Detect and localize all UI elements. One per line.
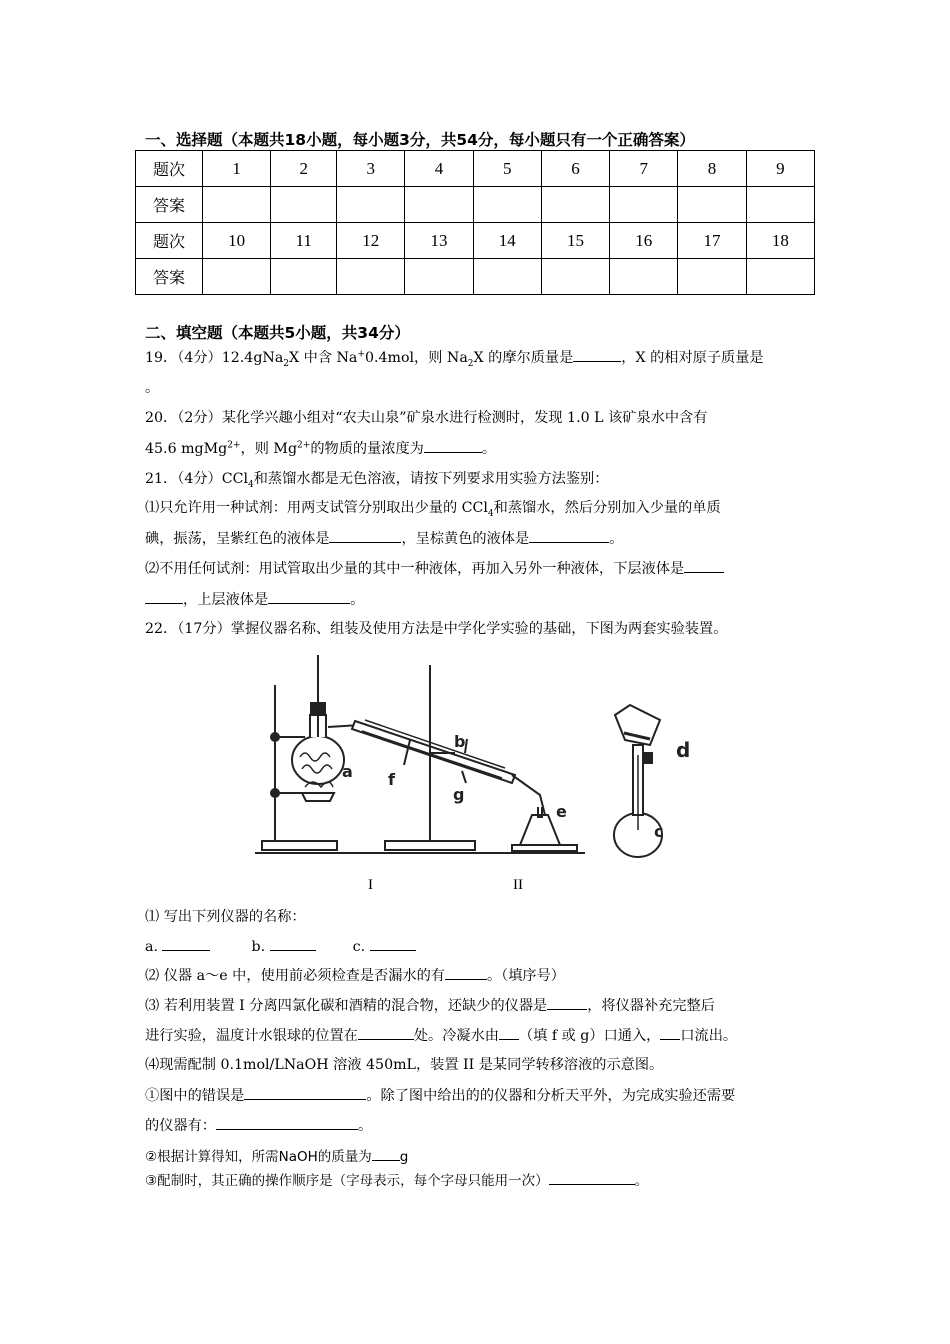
q21-text: 。	[350, 592, 365, 608]
question-number: 15	[541, 223, 609, 259]
answer-cell[interactable]	[271, 259, 337, 295]
answer-cell[interactable]	[541, 187, 609, 223]
q22-text: 处。冷凝水由	[413, 1028, 499, 1044]
q20-text: ，则 Mg	[240, 441, 298, 457]
q21-line5	[145, 589, 364, 610]
answer-table	[135, 150, 815, 295]
answer-blank-a[interactable]	[162, 936, 210, 951]
answer-cell[interactable]	[746, 259, 814, 295]
q22-text: g	[399, 1149, 409, 1165]
answer-cell[interactable]	[337, 187, 405, 223]
answer-cell[interactable]	[610, 259, 678, 295]
q19-text: 19．（4分）12.4gNa	[145, 350, 284, 366]
q22-p8	[145, 1170, 648, 1191]
q22-p2	[145, 965, 565, 986]
label-a: a	[342, 762, 353, 781]
answer-blank[interactable]	[499, 1025, 519, 1040]
section2-title: 二、填空题（本题共5小题，共34分）	[145, 324, 410, 342]
table-row	[136, 223, 815, 259]
answer-cell[interactable]	[678, 187, 746, 223]
answer-cell[interactable]	[203, 259, 271, 295]
q22-p7	[145, 1146, 408, 1167]
q21-text: 和蒸馏水，然后分别加入少量的单质	[493, 500, 721, 516]
beaker	[615, 705, 660, 745]
q19-line1	[145, 347, 764, 368]
question-number: 14	[473, 223, 541, 259]
q21-text: ，上层液体是	[183, 592, 269, 608]
answer-cell[interactable]	[337, 259, 405, 295]
q22-text: ①图中的错误是	[145, 1088, 245, 1104]
question-number: 12	[337, 223, 405, 259]
section1-title: 一、选择题（本题共18小题，每小题3分，共54分，每小题只有一个正确答案）	[145, 131, 695, 149]
answer-blank[interactable]	[445, 965, 487, 980]
q21-line3	[145, 528, 623, 549]
table-row	[136, 259, 815, 295]
label-f: f	[388, 770, 395, 789]
answer-blank[interactable]	[573, 347, 621, 362]
q20-text: 的物质的量浓度为	[310, 441, 424, 457]
answer-blank-c[interactable]	[370, 936, 416, 951]
q22-p5	[145, 1085, 735, 1106]
q21-line4	[145, 558, 724, 579]
q21-text: ⑵不用任何试剂：用试管取出少量的其中一种液体，再加入另外一种液体，下层液体是	[145, 561, 685, 577]
row-label-answer: 答案	[136, 259, 203, 295]
q20-line2	[145, 438, 496, 459]
q22-text: 口流出。	[680, 1028, 738, 1044]
q21-text: 。	[609, 531, 624, 547]
q22-text: 。	[357, 1118, 373, 1134]
q21-text: 碘，振荡，呈紫红色的液体是	[145, 531, 330, 547]
question-number: 7	[610, 151, 678, 187]
q22-p4: ⑷现需配制 0.1mol/LNaOH 溶液 450mL，装置 II 是某同学转移溶液的示意图。	[145, 1057, 664, 1073]
answer-blank[interactable]	[268, 589, 350, 604]
answer-blank[interactable]	[244, 1085, 366, 1100]
question-number: 9	[746, 151, 814, 187]
row-label-question: 题次	[136, 151, 203, 187]
answer-cell[interactable]	[473, 187, 541, 223]
answer-blank[interactable]	[549, 1170, 635, 1185]
q19-text: 0.4mol，则 Na	[364, 350, 468, 366]
answer-blank[interactable]	[684, 558, 724, 573]
question-number: 3	[337, 151, 405, 187]
q22-text: 的仪器有：	[145, 1118, 216, 1134]
label-b: b	[454, 732, 466, 751]
answer-cell[interactable]	[203, 187, 271, 223]
answer-cell[interactable]	[473, 259, 541, 295]
q22-line1: 22．（17分）掌握仪器名称、组装及使用方法是中学化学实验的基础，下图为两套实验装置。	[145, 621, 728, 637]
question-number: 5	[473, 151, 541, 187]
lamp	[302, 793, 334, 801]
q20-text: 45.6 mgMg	[145, 441, 228, 457]
q22-p6	[145, 1115, 372, 1136]
question-number: 11	[271, 223, 337, 259]
q22-text: 。	[634, 1173, 649, 1189]
q22-text: 进行实验，温度计水银球的位置在	[145, 1028, 358, 1044]
label-c: c	[654, 822, 664, 841]
question-number: 8	[678, 151, 746, 187]
answer-blank[interactable]	[529, 528, 609, 543]
answer-cell[interactable]	[405, 259, 473, 295]
q21-text: 21．（4分）CCl	[145, 471, 248, 487]
q21-text: ⑴只允许用一种试剂：用两支试管分别取出少量的 CCl	[145, 500, 488, 516]
answer-cell[interactable]	[541, 259, 609, 295]
question-number: 4	[405, 151, 473, 187]
q22-text: 。（填序号）	[486, 968, 565, 984]
answer-blank[interactable]	[660, 1025, 680, 1040]
q22-p1-blanks	[145, 936, 416, 957]
answer-blank[interactable]	[216, 1115, 358, 1130]
q20-line1: 20．（2分）某化学兴趣小组对“农夫山泉”矿泉水进行检测时，发现 1.0 L 该矿泉水中含有	[145, 410, 708, 426]
answer-blank[interactable]	[329, 528, 401, 543]
label-e: e	[556, 802, 567, 821]
blank-label-b: b.	[251, 939, 266, 955]
q22-text: ②根据计算得知，所需NaOH的质量为	[145, 1149, 372, 1165]
question-number: 10	[203, 223, 271, 259]
blank-label-a: a.	[145, 939, 158, 955]
label-d: d	[676, 738, 691, 762]
conical-flask	[520, 815, 560, 845]
table-row	[136, 187, 815, 223]
superscript: 2+	[227, 440, 241, 451]
q22-text: 。除了图中给出的的仪器和分析天平外，为完成实验还需要	[366, 1088, 736, 1104]
question-number: 16	[610, 223, 678, 259]
superscript: 2+	[297, 440, 311, 451]
q22-text: ⑶ 若利用装置 I 分离四氯化碳和酒精的混合物，还缺少的仪器是	[145, 998, 548, 1014]
figure-label-I: I	[368, 877, 373, 893]
answer-blank[interactable]	[145, 589, 183, 604]
question-number: 13	[405, 223, 473, 259]
stopper	[311, 703, 325, 715]
subscript: 2	[283, 358, 290, 369]
q19-line2: 。	[145, 380, 160, 396]
stand-base	[262, 841, 337, 850]
question-number: 18	[746, 223, 814, 259]
answer-blank[interactable]	[372, 1146, 400, 1161]
label-g: g	[453, 785, 465, 804]
q22-text: ⑵ 仪器 a～e 中，使用前必须检查是否漏水的有	[145, 968, 445, 984]
subscript: 4	[247, 479, 254, 490]
superscript: +	[357, 349, 365, 360]
answer-blank[interactable]	[547, 995, 587, 1010]
q22-p3	[145, 995, 715, 1016]
q22-text: ③配制时，其正确的操作顺序是（字母表示，每个字母只能用一次）	[145, 1173, 549, 1189]
answer-cell[interactable]	[271, 187, 337, 223]
question-number: 2	[271, 151, 337, 187]
figure-label-II: II	[513, 877, 523, 893]
row-label-question: 题次	[136, 223, 203, 259]
q21-text: 和蒸馏水都是无色溶液，请按下列要求用实验方法鉴别：	[253, 471, 609, 487]
q22-text: ，将仪器补充完整后	[587, 998, 715, 1014]
q19-text: ，X 的相对原子质量是	[621, 350, 764, 366]
q20-text: 。	[481, 441, 497, 457]
q21-line1	[145, 469, 608, 489]
q19-text: X 中含 Na	[289, 350, 358, 366]
answer-cell[interactable]	[678, 259, 746, 295]
answer-cell[interactable]	[405, 187, 473, 223]
q22-p1: ⑴ 写出下列仪器的名称：	[145, 909, 306, 925]
row-label-answer: 答案	[136, 187, 203, 223]
question-number: 17	[678, 223, 746, 259]
blank-label-c: c.	[352, 939, 366, 955]
q21-text: ，呈棕黄色的液体是	[401, 531, 530, 547]
q22-text: （填 f 或 g）口通入，	[518, 1028, 661, 1044]
q19-text: X 的摩尔质量是	[473, 350, 574, 366]
apparatus-figure	[250, 645, 700, 860]
question-number: 1	[203, 151, 271, 187]
subscript: 4	[487, 508, 494, 519]
table-row	[136, 151, 815, 187]
answer-blank[interactable]	[424, 438, 482, 453]
q22-p3-cont	[145, 1025, 737, 1046]
answer-cell[interactable]	[746, 187, 814, 223]
question-number: 6	[541, 151, 609, 187]
subscript: 2	[467, 358, 474, 369]
answer-blank-b[interactable]	[270, 936, 316, 951]
q21-line2	[145, 498, 721, 518]
answer-blank[interactable]	[358, 1025, 414, 1040]
answer-cell[interactable]	[610, 187, 678, 223]
